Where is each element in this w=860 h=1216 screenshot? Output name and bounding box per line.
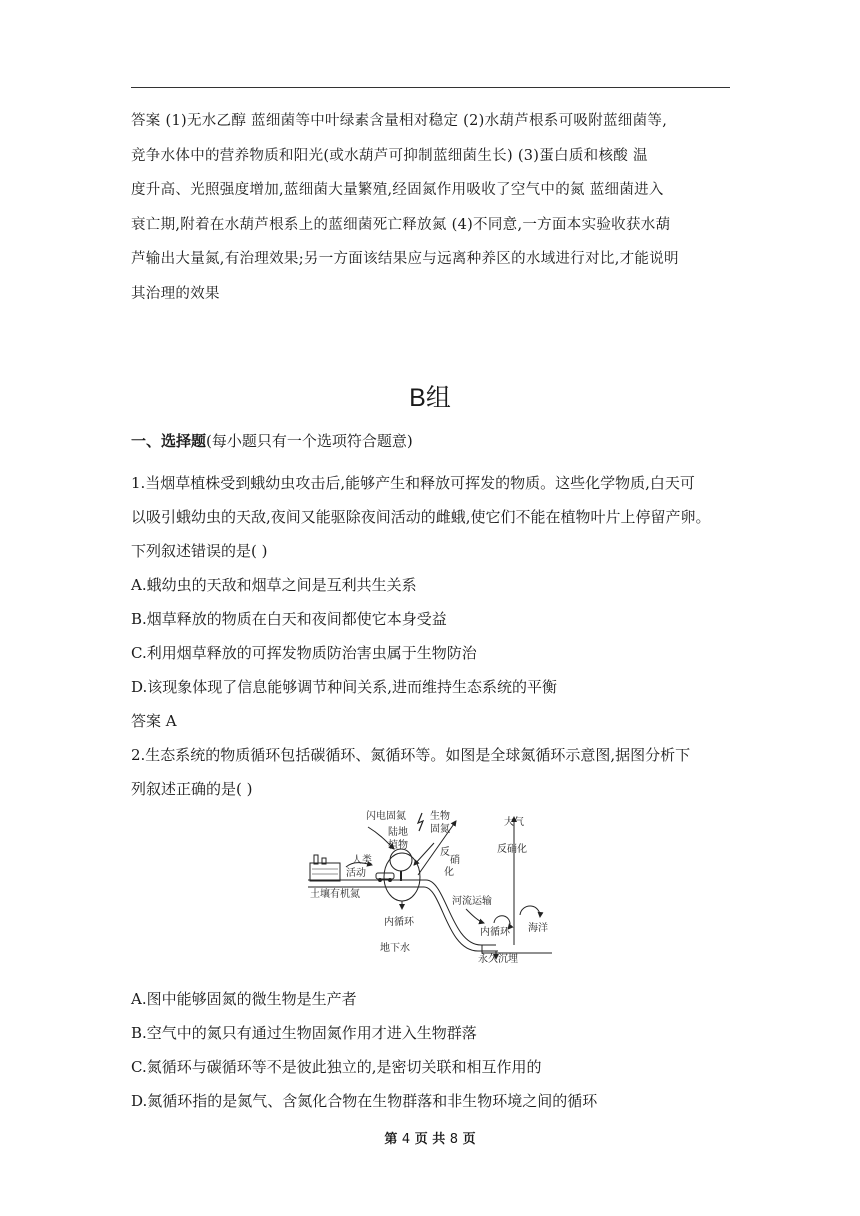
footer-middle: 页 共 [410,1132,450,1147]
label-burial: 永久沉埋 [478,954,518,963]
answer-line: 竞争水体中的营养物质和阳光(或水葫芦可抑制蓝细菌生长) (3)蛋白质和核酸 温 [131,147,648,164]
footer-page: 4 [401,1132,411,1147]
q1-stem-line: 下列叙述错误的是( ) [131,542,268,560]
q2-stem-line: 2.生态系统的物质循环包括碳循环、氮循环等。如图是全球氮循环示意图,据图分析下 [131,746,691,764]
label-groundwater: 地下水 [380,943,410,954]
label-river: 河流运输 [452,896,492,907]
footer-suffix: 页 [458,1132,476,1147]
ocean-floor [482,945,552,953]
q2-option-d: D.氮循环指的是氮气、含氮化合物在生物群落和非生物环境之间的循环 [131,1092,598,1110]
answer-line: 衰亡期,附着在水葫芦根系上的蓝细菌死亡释放氮 (4)不同意,一方面本实验收获水葫 [131,216,671,233]
lightning-icon [418,813,423,831]
label-land-plant-1: 陆地 [388,827,408,838]
nitrogen-cycle-diagram [306,805,554,963]
section-heading [131,430,413,451]
previous-answer [131,104,741,311]
label-human-2: 活动 [346,868,366,879]
label-inner-right: 内循环 [480,927,510,938]
q1-answer: 答案 A [131,712,177,730]
page-footer [0,1128,860,1147]
river-arrow [466,909,484,923]
q2-option-c: C.氮循环与碳循环等不是彼此独立的,是密切关联和相互作用的 [131,1058,542,1076]
footer-total: 8 [449,1132,459,1147]
ocean-cycle-arrow [520,906,540,917]
answer-line: 度升高、光照强度增加,蓝细菌大量繁殖,经固氮作用吸收了空气中的氮 蓝细菌进入 [131,182,664,198]
biofix-arrow [414,843,434,865]
q1-option-d: D.该现象体现了信息能够调节种间关系,进而维持生态系统的平衡 [131,678,558,696]
section-note: (每小题只有一个选项符合题意) [206,432,413,450]
label-human-1: 人类 [352,855,372,866]
top-rule [131,87,730,88]
label-denit-1: 反 [440,847,450,858]
q1-option-b: B.烟草释放的物质在白天和夜间都使它本身受益 [131,610,447,628]
label-biofix-1: 生物 [430,811,450,822]
section-title: 一、选择题 [131,432,207,450]
car-icon [376,873,394,882]
label-denit-3: 化 [444,867,454,878]
label-lightning: 闪电固氮 [366,811,406,822]
answer-line: 答案 (1)无水乙醇 蓝细菌等中叶绿素含量相对稳定 (2)水葫芦根系可吸附蓝细菌等, [131,113,668,129]
answer-line: 芦输出大量氮,有治理效果;另一方面该结果应与远离种养区的水域进行对比,才能说明 [131,251,679,267]
label-ocean: 海洋 [528,923,548,934]
tree-icon [390,849,412,881]
label-denit-2: 硝 [450,855,460,866]
q1-option-a: A.蛾幼虫的天敌和烟草之间是互利共生关系 [131,576,417,594]
label-land-plant-2: 植物 [388,840,408,851]
q2-option-a: A.图中能够固氮的微生物是生产者 [131,990,357,1008]
group-title: B组 [409,384,451,412]
label-denitrification: 反硝化 [497,844,527,855]
q1-option-c: C.利用烟草释放的可挥发物质防治害虫属于生物防治 [131,644,477,662]
q1-stem-line: 1.当烟草植株受到蛾幼虫攻击后,能够产生和释放可挥发的物质。这些化学物质,白天可 [131,474,695,492]
answer-line: 其治理的效果 [131,285,220,302]
q2-option-b: B.空气中的氮只有通过生物固氮作用才进入生物群落 [131,1024,477,1042]
footer-prefix: 第 [384,1132,402,1147]
label-inner-left: 内循环 [384,917,414,928]
label-soil: 土壤有机氮 [310,889,360,900]
factory-icon [310,855,340,881]
label-biofix-2: 固氮 [430,824,450,835]
label-atmosphere: 大气 [504,817,524,828]
q2-stem-line: 列叙述正确的是( ) [131,780,253,798]
q1-stem-line: 以吸引蛾幼虫的天敌,夜间又能驱除夜间活动的雌蛾,使它们不能在植物叶片上停留产卵。 [131,508,711,526]
